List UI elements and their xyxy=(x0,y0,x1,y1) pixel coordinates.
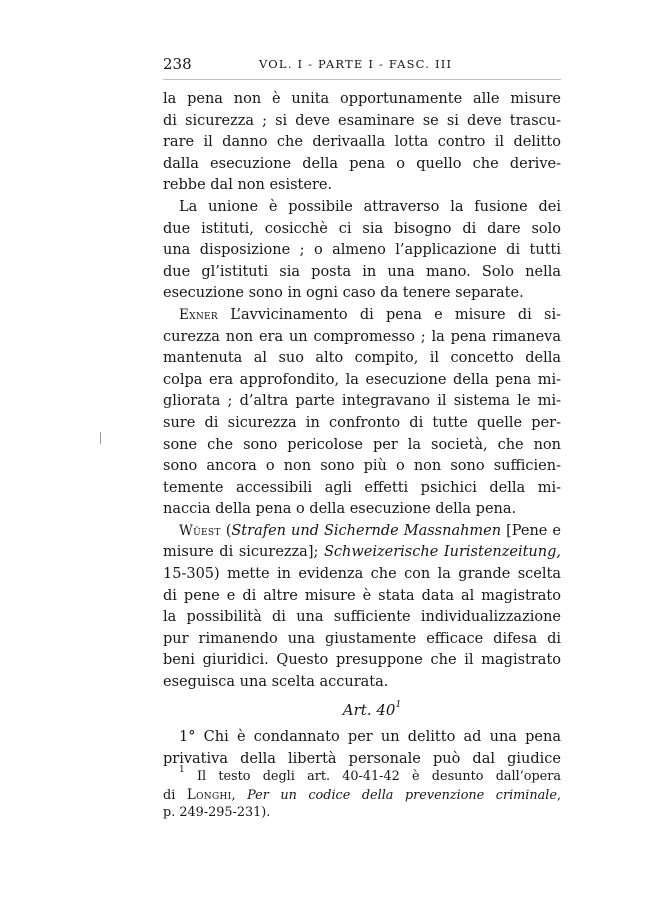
footnotes xyxy=(163,765,562,822)
body-text xyxy=(163,89,561,770)
text-line: beni giuridici. Questo presuppone che il magistrato xyxy=(163,652,561,669)
text-line: privativa della libertà personale può dal giudice xyxy=(163,750,561,767)
footnote-marker: 1 xyxy=(179,765,185,775)
text-line: La unione è possibile attraverso la fusione dei xyxy=(179,198,561,215)
text-line: la pena non è unita opportunamente alle misure xyxy=(163,91,561,107)
author-name: Exner xyxy=(179,306,218,323)
article-heading xyxy=(163,700,561,722)
text-line: di pene e di altre misure è stata data al magistrato xyxy=(163,587,561,604)
text-line: 15-305) mette in evidenza che con la grande scelta xyxy=(163,566,561,583)
text-line: eseguisca una scelta accurata. xyxy=(163,674,389,691)
text-line: una disposizione ; o almeno l’applicazione di tutti xyxy=(163,242,561,259)
text-line xyxy=(163,305,561,327)
text-line: rare il danno che derivaalla lotta contro il delitto xyxy=(163,134,561,151)
text-line: due gl’istituti sia posta in una mano. Solo nella xyxy=(163,263,561,280)
cited-title: Strafen und Sichernde Massnahmen xyxy=(231,522,502,539)
text-line: la possibilità di una sufficiente individualizzazione xyxy=(163,609,561,626)
header-rule xyxy=(163,79,561,80)
footnote-line xyxy=(163,765,561,786)
footnote-line: p. 249-295-231). xyxy=(163,805,271,820)
text-line: mantenuta al suo alto compito, il concetto della xyxy=(163,350,561,367)
text-line: due istituti, cosicchè ci sia bisogno di dare solo xyxy=(163,220,561,237)
text-line: sono ancora o non sono più o non sono sufficien- xyxy=(163,458,561,475)
text-fragment: , xyxy=(231,788,248,803)
text-line: gliorata ; d’altra parte integravano il sistema le mi- xyxy=(163,393,561,410)
text-line xyxy=(163,542,561,564)
cited-journal: Schweizerische Iuristenzeitung, xyxy=(324,544,561,561)
author-name: Longhi xyxy=(186,787,232,803)
author-name: Wüest xyxy=(179,522,221,539)
text-line: di sicurezza ; si deve esaminare se si deve trascu- xyxy=(163,112,561,129)
text-line: 1° Chi è condannato per un delitto ad una pena xyxy=(179,729,561,746)
text-fragment: Il testo degli art. 40-41-42 è desunto dall’opera xyxy=(184,769,561,784)
text-line: rebbe dal non esistere. xyxy=(163,177,333,194)
margin-mark xyxy=(100,432,101,444)
text-line: pur rimanendo una giustamente efficace difesa di xyxy=(163,630,561,647)
page-number: 238 xyxy=(163,55,192,73)
text-fragment: , xyxy=(556,788,562,803)
text-line: naccia della pena o della esecuzione della pena. xyxy=(163,501,517,518)
page-header xyxy=(163,55,561,77)
text-line: temente accessibili agli effetti psichici della mi- xyxy=(163,479,561,496)
text-line: dalla esecuzione della pena o quello che derive- xyxy=(163,155,561,172)
text-fragment: misure di sicurezza]; xyxy=(163,544,324,561)
text-line: colpa era approfondito, la esecuzione della pena mi- xyxy=(163,371,561,388)
text-fragment: ( xyxy=(220,522,232,539)
text-line: esecuzione sono in ogni caso da tenere separate. xyxy=(163,285,524,302)
footnote-line xyxy=(163,786,561,804)
running-head: VOL. I - PARTE I - FASC. III xyxy=(259,57,453,71)
text-line xyxy=(163,521,561,543)
cited-title: Per un codice della prevenzione criminale xyxy=(247,788,557,803)
footnote-reference: 1 xyxy=(395,699,402,710)
text-line: curezza non era un compromesso ; la pena rimaneva xyxy=(163,328,561,345)
text-line: sone che sono pericolose per la società, che non xyxy=(163,436,561,453)
text-fragment: L’avvicinamento di pena e misure di si- xyxy=(217,306,561,323)
text-line: sure di sicurezza in confronto di tutte quelle per- xyxy=(163,414,561,431)
text-fragment: di xyxy=(163,788,187,803)
article-title: Art. 40 xyxy=(342,700,396,719)
text-fragment: [Pene e xyxy=(501,522,561,539)
